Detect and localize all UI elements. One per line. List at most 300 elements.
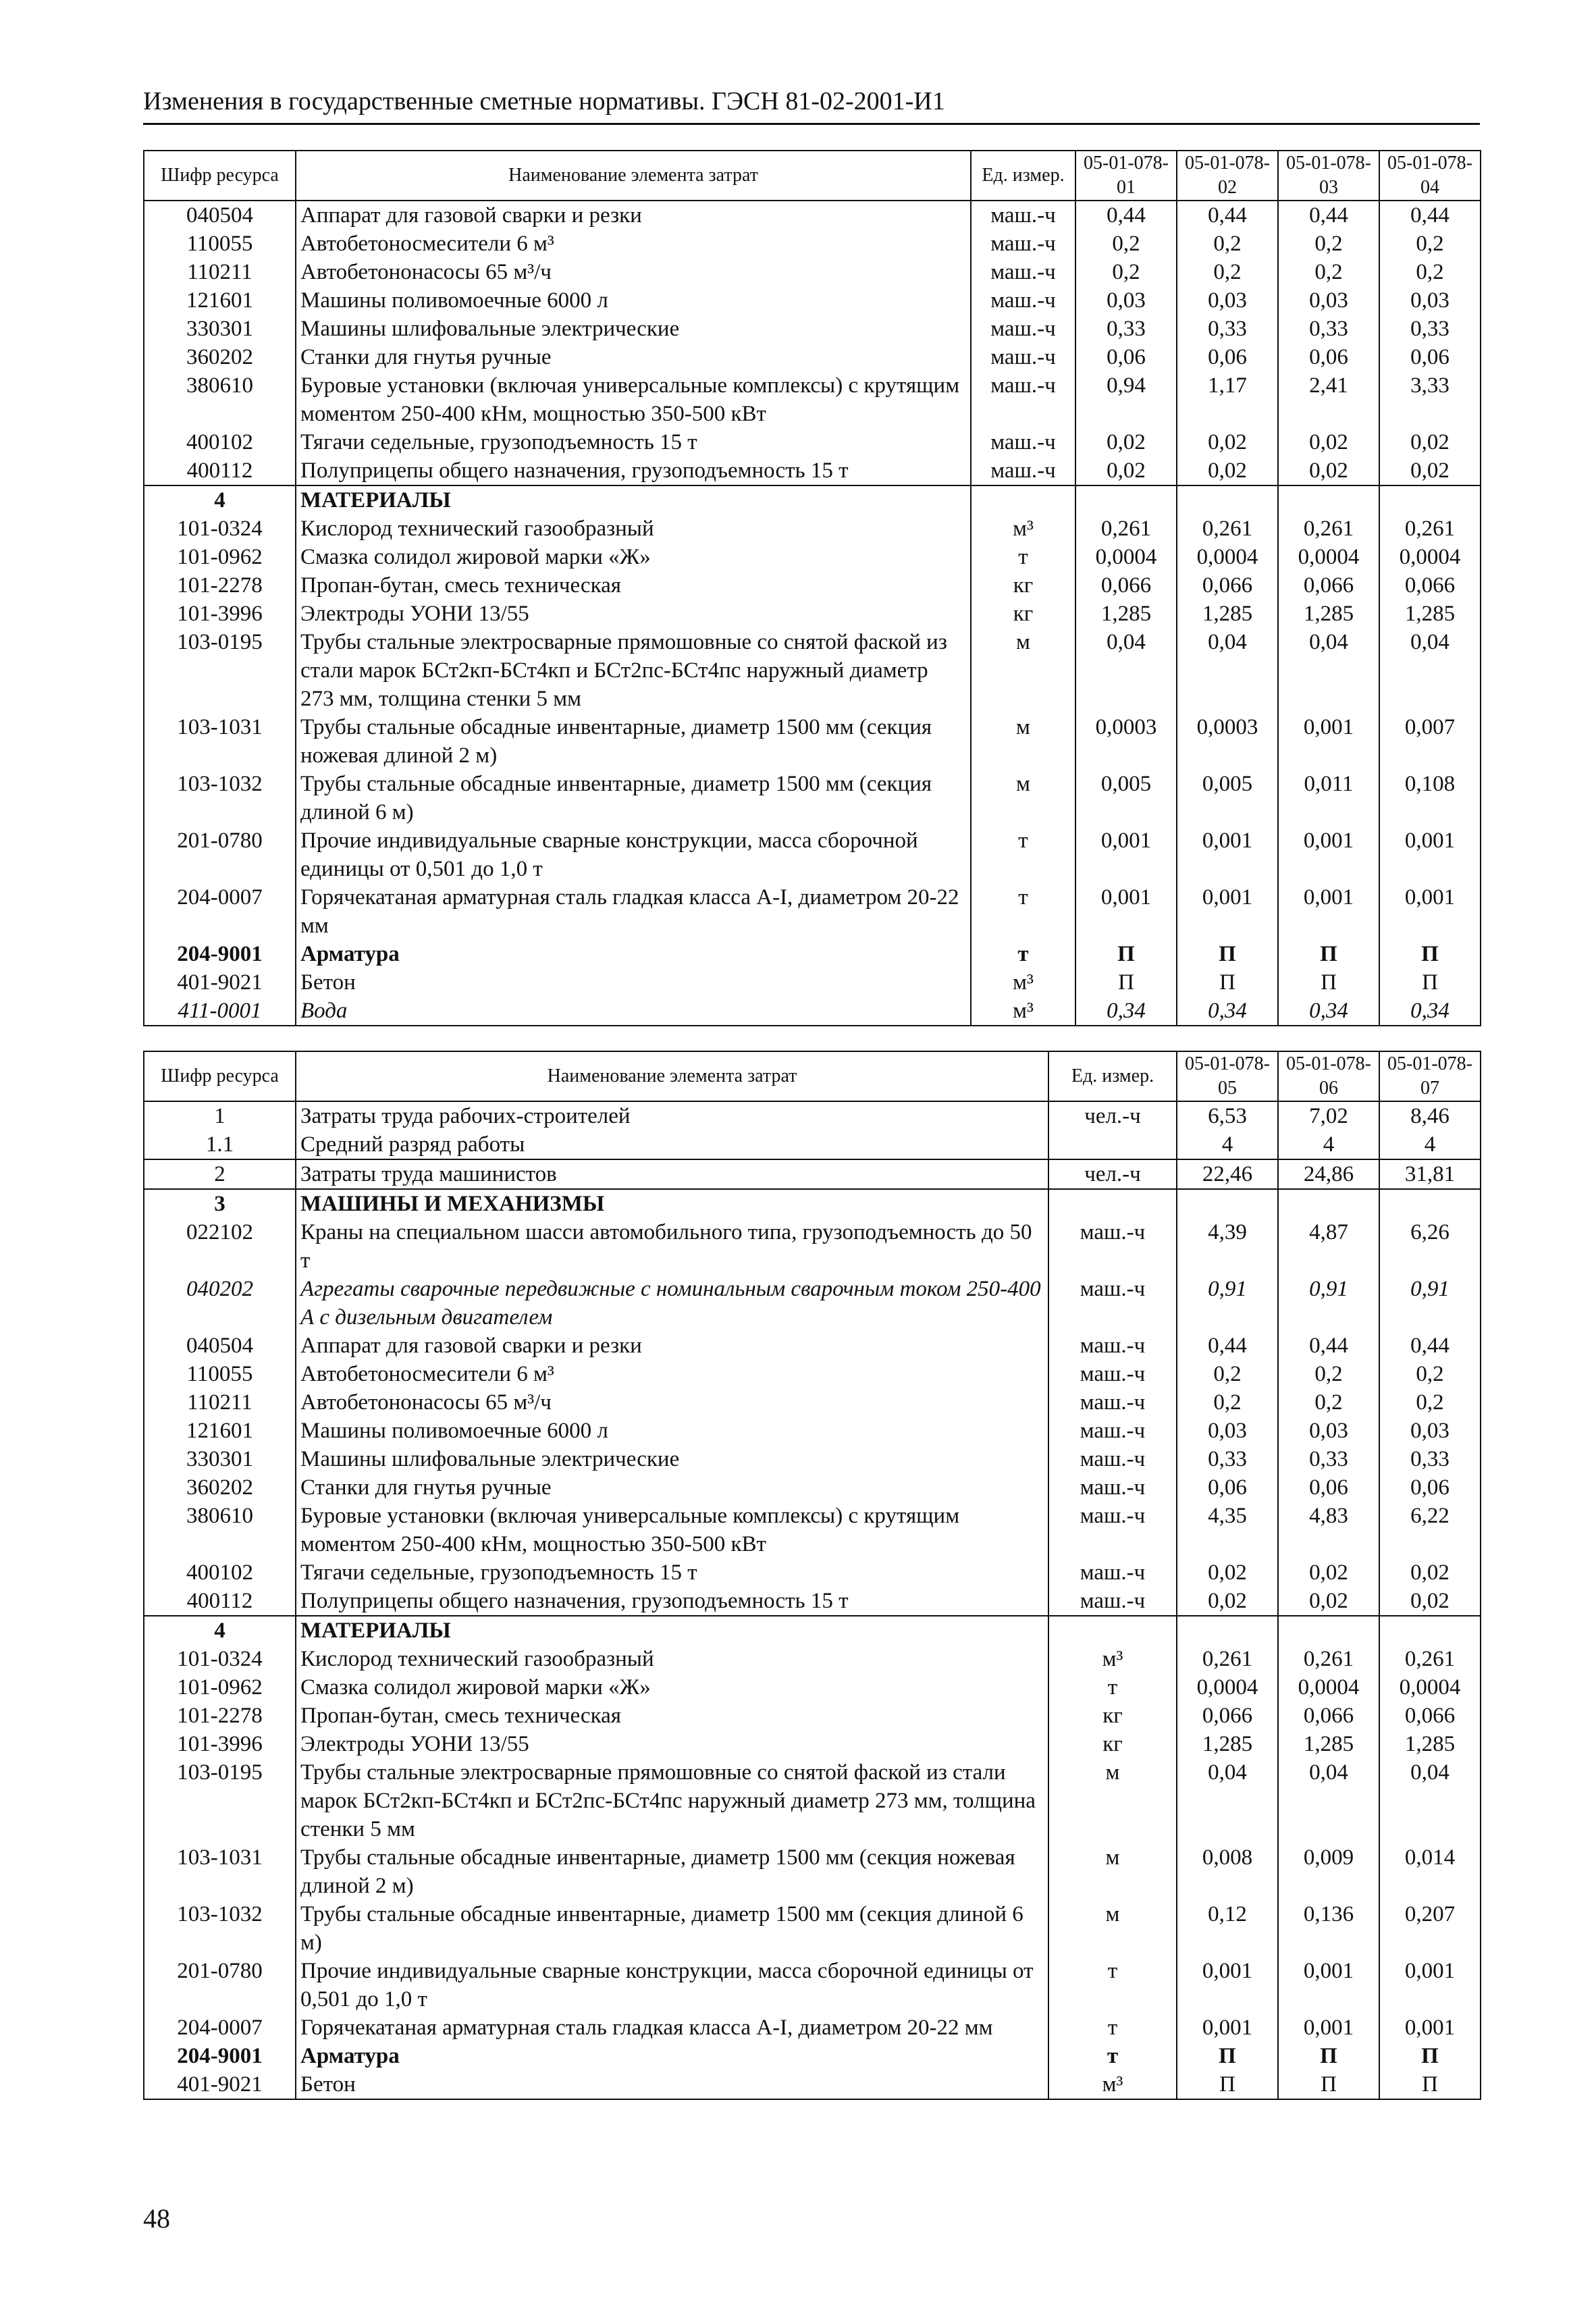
value-cell: 1,285 — [1075, 600, 1177, 628]
value-cell: 0,066 — [1379, 571, 1481, 600]
unit-cell: маш.-ч — [971, 456, 1075, 485]
value-cell: 0,261 — [1075, 515, 1177, 543]
value-cell: 0,06 — [1177, 343, 1278, 371]
resource-code-cell: 380610 — [144, 1502, 296, 1558]
value-cell: 0,001 — [1278, 1957, 1379, 2014]
resource-code-cell: 4 — [144, 485, 296, 515]
table-row — [144, 230, 1481, 258]
table-row — [144, 770, 1481, 826]
value-cell: 0,02 — [1177, 1558, 1278, 1587]
resource-code-cell: 400102 — [144, 1558, 296, 1587]
value-cell: 4,35 — [1177, 1502, 1278, 1558]
unit-cell: маш.-ч — [1048, 1388, 1177, 1417]
value-cell: 0,014 — [1379, 1843, 1481, 1900]
resource-code-cell: 101-0962 — [144, 543, 296, 571]
value-cell: 31,81 — [1379, 1159, 1481, 1189]
value-cell: 0,02 — [1278, 456, 1379, 485]
value-cell: 0,261 — [1379, 515, 1481, 543]
resource-code-cell: 1 — [144, 1101, 296, 1130]
resource-name-cell: Тягачи седельные, грузоподъемность 15 т — [296, 428, 971, 456]
value-cell: 0,066 — [1177, 571, 1278, 600]
resource-name-cell: Агрегаты сварочные передвижные с номинальным сварочным током 250-400 А с дизельным двигателем — [296, 1275, 1048, 1332]
resource-name-cell: Горячекатаная арматурная сталь гладкая класса А-I, диаметром 20-22 мм — [296, 2014, 1048, 2042]
resource-name-cell: Бетон — [296, 968, 971, 997]
value-cell: 0,005 — [1075, 770, 1177, 826]
value-cell: 0,108 — [1379, 770, 1481, 826]
col-header-unit: Ед. измер. — [1048, 1051, 1177, 1101]
value-cell: 0,02 — [1379, 1587, 1481, 1616]
page-header: Изменения в государственные сметные нормативы. ГЭСН 81-02-2001-И1 — [143, 87, 945, 115]
table-row — [144, 201, 1481, 230]
table-row — [144, 883, 1481, 940]
resource-name-cell: Полуприцепы общего назначения, грузоподъемность 15 т — [296, 1587, 1048, 1616]
value-cell: 1,285 — [1177, 1730, 1278, 1758]
resource-code-cell: 101-0324 — [144, 515, 296, 543]
resource-code-cell: 110211 — [144, 258, 296, 286]
table-row — [144, 1275, 1481, 1332]
resource-name-cell: Электроды УОНИ 13/55 — [296, 1730, 1048, 1758]
resource-code-cell: 2 — [144, 1159, 296, 1189]
value-cell: 0,0004 — [1379, 1673, 1481, 1702]
resource-code-cell: 040504 — [144, 1332, 296, 1360]
table-row — [144, 1558, 1481, 1587]
value-cell: 0,02 — [1278, 1558, 1379, 1587]
value-cell: 0,001 — [1075, 883, 1177, 940]
resource-name-cell: Тягачи седельные, грузоподъемность 15 т — [296, 1558, 1048, 1587]
value-cell: 0,001 — [1379, 2014, 1481, 2042]
value-cell: 0,0003 — [1177, 713, 1278, 770]
value-cell: 0,06 — [1177, 1473, 1278, 1502]
value-cell: 1,285 — [1379, 600, 1481, 628]
table-row — [144, 428, 1481, 456]
resource-code-cell: 1.1 — [144, 1130, 296, 1159]
resource-name-cell: Пропан-бутан, смесь техническая — [296, 571, 971, 600]
col-header-norm: 05-01-078-04 — [1379, 151, 1481, 201]
resource-name-cell: Трубы стальные электросварные прямошовные со снятой фаской из стали марок БСт2кп-БСт4кп и БСт2пс-БСт4пс наружный диаметр 273 мм, толщина стенки 5 мм — [296, 628, 971, 713]
unit-cell: чел.-ч — [1048, 1101, 1177, 1130]
value-cell: 0,03 — [1177, 1417, 1278, 1445]
resource-code-cell: 040504 — [144, 201, 296, 230]
table-row — [144, 600, 1481, 628]
value-cell: 0,44 — [1075, 201, 1177, 230]
resource-code-cell: 330301 — [144, 315, 296, 343]
value-cell: 0,2 — [1075, 258, 1177, 286]
unit-cell: м — [1048, 1843, 1177, 1900]
unit-cell: т — [1048, 2014, 1177, 2042]
unit-cell: м — [971, 770, 1075, 826]
value-cell: П — [1177, 2070, 1278, 2099]
table-row — [144, 1730, 1481, 1758]
unit-cell: м³ — [971, 515, 1075, 543]
value-cell — [1379, 1616, 1481, 1645]
unit-cell: маш.-ч — [1048, 1445, 1177, 1473]
resource-name-cell: Машины поливомоечные 6000 л — [296, 286, 971, 315]
col-header-norm: 05-01-078-01 — [1075, 151, 1177, 201]
table-row — [144, 1332, 1481, 1360]
value-cell: 0,261 — [1177, 515, 1278, 543]
table-row — [144, 1445, 1481, 1473]
col-header-code: Шифр ресурса — [144, 151, 296, 201]
unit-cell: кг — [1048, 1702, 1177, 1730]
table-body — [144, 201, 1481, 1026]
value-cell: 0,001 — [1278, 883, 1379, 940]
value-cell: 0,44 — [1379, 1332, 1481, 1360]
value-cell: П — [1177, 968, 1278, 997]
unit-cell: кг — [971, 571, 1075, 600]
value-cell: 0,91 — [1379, 1275, 1481, 1332]
value-cell: 0,04 — [1379, 628, 1481, 713]
value-cell: 0,066 — [1278, 1702, 1379, 1730]
value-cell: 0,008 — [1177, 1843, 1278, 1900]
table-row — [144, 1758, 1481, 1843]
value-cell: 0,02 — [1075, 456, 1177, 485]
resource-name-cell: Трубы стальные обсадные инвентарные, диаметр 1500 мм (секция длиной 6 м) — [296, 770, 971, 826]
table-row — [144, 1843, 1481, 1900]
value-cell: 0,02 — [1379, 1558, 1481, 1587]
table-body — [144, 1101, 1481, 2099]
unit-cell — [1048, 1616, 1177, 1645]
resource-code-cell: 401-9021 — [144, 968, 296, 997]
resource-code-cell: 110211 — [144, 1388, 296, 1417]
value-cell: 0,001 — [1177, 883, 1278, 940]
col-header-norm: 05-01-078-07 — [1379, 1051, 1481, 1101]
unit-cell: м³ — [971, 997, 1075, 1026]
value-cell: 6,22 — [1379, 1502, 1481, 1558]
value-cell: 0,06 — [1075, 343, 1177, 371]
table-row — [144, 2014, 1481, 2042]
table-row — [144, 997, 1481, 1026]
value-cell: 0,0004 — [1278, 1673, 1379, 1702]
value-cell: 0,2 — [1075, 230, 1177, 258]
value-cell: 0,066 — [1379, 1702, 1481, 1730]
value-cell: 4 — [1278, 1130, 1379, 1159]
value-cell: 4,87 — [1278, 1218, 1379, 1275]
resource-code-cell: 103-0195 — [144, 628, 296, 713]
value-cell: П — [1379, 968, 1481, 997]
unit-cell: маш.-ч — [971, 343, 1075, 371]
value-cell: 0,001 — [1278, 826, 1379, 883]
norms-table-1 — [143, 150, 1481, 1026]
value-cell: 0,33 — [1177, 1445, 1278, 1473]
resource-code-cell: 3 — [144, 1189, 296, 1218]
resource-name-cell: Полуприцепы общего назначения, грузоподъемность 15 т — [296, 456, 971, 485]
unit-cell: кг — [971, 600, 1075, 628]
table-row — [144, 543, 1481, 571]
value-cell: 0,03 — [1278, 286, 1379, 315]
value-cell: 0,207 — [1379, 1900, 1481, 1957]
value-cell: 1,285 — [1177, 600, 1278, 628]
resource-name-cell: Аппарат для газовой сварки и резки — [296, 201, 971, 230]
value-cell: 0,44 — [1177, 201, 1278, 230]
value-cell: П — [1379, 940, 1481, 968]
value-cell: 0,001 — [1177, 2014, 1278, 2042]
table-row — [144, 628, 1481, 713]
resource-code-cell: 4 — [144, 1616, 296, 1645]
table-row — [144, 371, 1481, 428]
value-cell: 0,001 — [1379, 1957, 1481, 2014]
table-row — [144, 2042, 1481, 2070]
resource-name-cell: Автобетононасосы 65 м³/ч — [296, 258, 971, 286]
value-cell: 0,066 — [1278, 571, 1379, 600]
value-cell: 0,03 — [1075, 286, 1177, 315]
value-cell: 0,03 — [1379, 1417, 1481, 1445]
value-cell: 0,04 — [1278, 628, 1379, 713]
unit-cell: м³ — [1048, 1645, 1177, 1673]
value-cell: П — [1075, 968, 1177, 997]
value-cell: 0,33 — [1379, 315, 1481, 343]
value-cell: 0,2 — [1177, 258, 1278, 286]
value-cell: 0,04 — [1379, 1758, 1481, 1843]
resource-name-cell: Бетон — [296, 2070, 1048, 2099]
value-cell: 0,001 — [1278, 713, 1379, 770]
resource-code-cell: 204-9001 — [144, 2042, 296, 2070]
value-cell: 0,261 — [1278, 515, 1379, 543]
section-row — [144, 1616, 1481, 1645]
resource-code-cell: 103-1031 — [144, 1843, 296, 1900]
unit-cell: маш.-ч — [1048, 1587, 1177, 1616]
value-cell: 0,2 — [1379, 258, 1481, 286]
table-row — [144, 1957, 1481, 2014]
unit-cell: маш.-ч — [971, 201, 1075, 230]
value-cell: 7,02 — [1278, 1101, 1379, 1130]
value-cell: 2,41 — [1278, 371, 1379, 428]
value-cell — [1177, 1616, 1278, 1645]
resource-name-cell: Трубы стальные электросварные прямошовные со снятой фаской из стали марок БСт2кп-БСт4кп и БСт2пс-БСт4пс наружный диаметр 273 мм, толщина стенки 5 мм — [296, 1758, 1048, 1843]
col-header-name: Наименование элемента затрат — [296, 1051, 1048, 1101]
resource-code-cell: 380610 — [144, 371, 296, 428]
value-cell: 24,86 — [1278, 1159, 1379, 1189]
resource-code-cell: 360202 — [144, 1473, 296, 1502]
col-header-code: Шифр ресурса — [144, 1051, 296, 1101]
value-cell: 0,0004 — [1278, 543, 1379, 571]
value-cell: 0,2 — [1379, 1360, 1481, 1388]
resource-name-cell: Станки для гнутья ручные — [296, 343, 971, 371]
value-cell: 0,005 — [1177, 770, 1278, 826]
resource-name-cell: Электроды УОНИ 13/55 — [296, 600, 971, 628]
resource-name-cell: МАТЕРИАЛЫ — [296, 485, 971, 515]
resource-code-cell: 204-0007 — [144, 2014, 296, 2042]
value-cell: 0,03 — [1278, 1417, 1379, 1445]
resource-name-cell: Горячекатаная арматурная сталь гладкая класса А-I, диаметром 20-22 мм — [296, 883, 971, 940]
unit-cell: т — [971, 940, 1075, 968]
resource-name-cell: Аппарат для газовой сварки и резки — [296, 1332, 1048, 1360]
unit-cell: маш.-ч — [971, 230, 1075, 258]
value-cell: 8,46 — [1379, 1101, 1481, 1130]
table-header-row — [144, 151, 1481, 201]
resource-name-cell: Арматура — [296, 2042, 1048, 2070]
resource-name-cell: Автобетоносмесители 6 м³ — [296, 1360, 1048, 1388]
value-cell: 0,261 — [1278, 1645, 1379, 1673]
table-row — [144, 968, 1481, 997]
unit-cell: маш.-ч — [971, 315, 1075, 343]
norms-table-2 — [143, 1051, 1481, 2100]
resource-code-cell: 110055 — [144, 1360, 296, 1388]
table-row — [144, 1673, 1481, 1702]
value-cell: 0,261 — [1379, 1645, 1481, 1673]
value-cell: 0,001 — [1379, 826, 1481, 883]
table-row — [144, 258, 1481, 286]
value-cell: 0,02 — [1177, 428, 1278, 456]
resource-name-cell: Средний разряд работы — [296, 1130, 1048, 1159]
value-cell: 0,2 — [1278, 1388, 1379, 1417]
value-cell: 0,02 — [1379, 428, 1481, 456]
unit-cell: маш.-ч — [1048, 1218, 1177, 1275]
unit-cell: т — [1048, 1673, 1177, 1702]
value-cell: 0,02 — [1177, 456, 1278, 485]
table-row — [144, 571, 1481, 600]
table-row — [144, 2070, 1481, 2099]
section-row — [144, 485, 1481, 515]
table-row — [144, 456, 1481, 485]
value-cell: П — [1278, 2070, 1379, 2099]
unit-cell — [971, 485, 1075, 515]
resource-code-cell: 022102 — [144, 1218, 296, 1275]
unit-cell: маш.-ч — [971, 428, 1075, 456]
value-cell — [1379, 1189, 1481, 1218]
value-cell: 1,285 — [1379, 1730, 1481, 1758]
table-row — [144, 1130, 1481, 1159]
unit-cell: м — [1048, 1758, 1177, 1843]
value-cell: 1,17 — [1177, 371, 1278, 428]
table-row — [144, 1502, 1481, 1558]
value-cell: 0,34 — [1278, 997, 1379, 1026]
value-cell: 1,285 — [1278, 1730, 1379, 1758]
unit-cell: м — [971, 713, 1075, 770]
unit-cell: т — [971, 543, 1075, 571]
table-row — [144, 1900, 1481, 1957]
value-cell: 0,011 — [1278, 770, 1379, 826]
value-cell: 1,285 — [1278, 600, 1379, 628]
resource-code-cell: 400112 — [144, 456, 296, 485]
unit-cell: маш.-ч — [1048, 1502, 1177, 1558]
value-cell: П — [1177, 2042, 1278, 2070]
resource-name-cell: МАШИНЫ И МЕХАНИЗМЫ — [296, 1189, 1048, 1218]
section-row — [144, 1189, 1481, 1218]
table-row — [144, 1702, 1481, 1730]
resource-name-cell: Кислород технический газообразный — [296, 1645, 1048, 1673]
unit-cell: м — [1048, 1900, 1177, 1957]
resource-name-cell: Станки для гнутья ручные — [296, 1473, 1048, 1502]
value-cell: 0,02 — [1278, 428, 1379, 456]
resource-code-cell: 101-0962 — [144, 1673, 296, 1702]
resource-name-cell: Автобетоносмесители 6 м³ — [296, 230, 971, 258]
unit-cell: т — [1048, 1957, 1177, 2014]
resource-code-cell: 101-2278 — [144, 1702, 296, 1730]
value-cell: 0,007 — [1379, 713, 1481, 770]
value-cell: 0,066 — [1075, 571, 1177, 600]
value-cell: 0,02 — [1177, 1587, 1278, 1616]
value-cell: 6,53 — [1177, 1101, 1278, 1130]
value-cell: П — [1379, 2070, 1481, 2099]
value-cell: 22,46 — [1177, 1159, 1278, 1189]
col-header-norm: 05-01-078-05 — [1177, 1051, 1278, 1101]
resource-code-cell: 121601 — [144, 286, 296, 315]
resource-name-cell: Прочие индивидуальные сварные конструкции, масса сборочной единицы от 0,501 до 1,0 т — [296, 1957, 1048, 2014]
value-cell: 0,001 — [1278, 2014, 1379, 2042]
resource-code-cell: 204-9001 — [144, 940, 296, 968]
value-cell — [1278, 1189, 1379, 1218]
value-cell: 0,12 — [1177, 1900, 1278, 1957]
unit-cell — [1048, 1189, 1177, 1218]
table-row — [144, 1417, 1481, 1445]
table-row — [144, 1645, 1481, 1673]
value-cell: 0,06 — [1278, 343, 1379, 371]
value-cell: 0,2 — [1379, 1388, 1481, 1417]
resource-code-cell: 121601 — [144, 1417, 296, 1445]
resource-code-cell: 360202 — [144, 343, 296, 371]
value-cell: 0,06 — [1379, 343, 1481, 371]
header-rule — [143, 123, 1480, 125]
resource-name-cell: Затраты труда машинистов — [296, 1159, 1048, 1189]
unit-cell: маш.-ч — [971, 371, 1075, 428]
value-cell: 0,2 — [1278, 230, 1379, 258]
value-cell: 0,33 — [1177, 315, 1278, 343]
resource-code-cell: 101-2278 — [144, 571, 296, 600]
unit-cell: т — [971, 883, 1075, 940]
value-cell: 0,34 — [1075, 997, 1177, 1026]
resource-code-cell: 204-0007 — [144, 883, 296, 940]
resource-code-cell: 103-0195 — [144, 1758, 296, 1843]
col-header-norm: 05-01-078-06 — [1278, 1051, 1379, 1101]
resource-name-cell: Затраты труда рабочих-строителей — [296, 1101, 1048, 1130]
value-cell: 4,83 — [1278, 1502, 1379, 1558]
resource-name-cell: Трубы стальные обсадные инвентарные, диаметр 1500 мм (секция ножевая длиной 2 м) — [296, 713, 971, 770]
value-cell: 0,34 — [1379, 997, 1481, 1026]
col-header-unit: Ед. измер. — [971, 151, 1075, 201]
value-cell: 0,02 — [1075, 428, 1177, 456]
resource-name-cell: Кислород технический газообразный — [296, 515, 971, 543]
resource-name-cell: Машины поливомоечные 6000 л — [296, 1417, 1048, 1445]
table-row — [144, 1587, 1481, 1616]
value-cell: 0,02 — [1379, 456, 1481, 485]
table-row — [144, 1159, 1481, 1189]
unit-cell: м³ — [1048, 2070, 1177, 2099]
resource-code-cell: 110055 — [144, 230, 296, 258]
unit-cell: маш.-ч — [1048, 1473, 1177, 1502]
resource-name-cell: Трубы стальные обсадные инвентарные, диаметр 1500 мм (секция ножевая длиной 2 м) — [296, 1843, 1048, 1900]
value-cell: 0,136 — [1278, 1900, 1379, 1957]
value-cell: 0,0004 — [1177, 1673, 1278, 1702]
resource-name-cell: Пропан-бутан, смесь техническая — [296, 1702, 1048, 1730]
unit-cell: чел.-ч — [1048, 1159, 1177, 1189]
value-cell: 0,06 — [1379, 1473, 1481, 1502]
resource-code-cell: 040202 — [144, 1275, 296, 1332]
table-row — [144, 515, 1481, 543]
value-cell: 0,2 — [1177, 1388, 1278, 1417]
value-cell: 0,001 — [1075, 826, 1177, 883]
value-cell: 0,91 — [1278, 1275, 1379, 1332]
resource-code-cell: 401-9021 — [144, 2070, 296, 2099]
resource-name-cell: Смазка солидол жировой марки «Ж» — [296, 1673, 1048, 1702]
value-cell — [1278, 485, 1379, 515]
resource-name-cell: Трубы стальные обсадные инвентарные, диаметр 1500 мм (секция длиной 6 м) — [296, 1900, 1048, 1957]
unit-cell — [1048, 1130, 1177, 1159]
value-cell: 3,33 — [1379, 371, 1481, 428]
unit-cell: маш.-ч — [1048, 1275, 1177, 1332]
value-cell: 4 — [1379, 1130, 1481, 1159]
table-row — [144, 1360, 1481, 1388]
resource-code-cell: 400102 — [144, 428, 296, 456]
unit-cell: маш.-ч — [1048, 1332, 1177, 1360]
unit-cell: маш.-ч — [971, 258, 1075, 286]
table-row — [144, 1101, 1481, 1130]
value-cell: 0,04 — [1177, 1758, 1278, 1843]
unit-cell: м — [971, 628, 1075, 713]
table-row — [144, 343, 1481, 371]
value-cell: 0,0004 — [1075, 543, 1177, 571]
unit-cell: т — [971, 826, 1075, 883]
value-cell: 0,2 — [1177, 1360, 1278, 1388]
